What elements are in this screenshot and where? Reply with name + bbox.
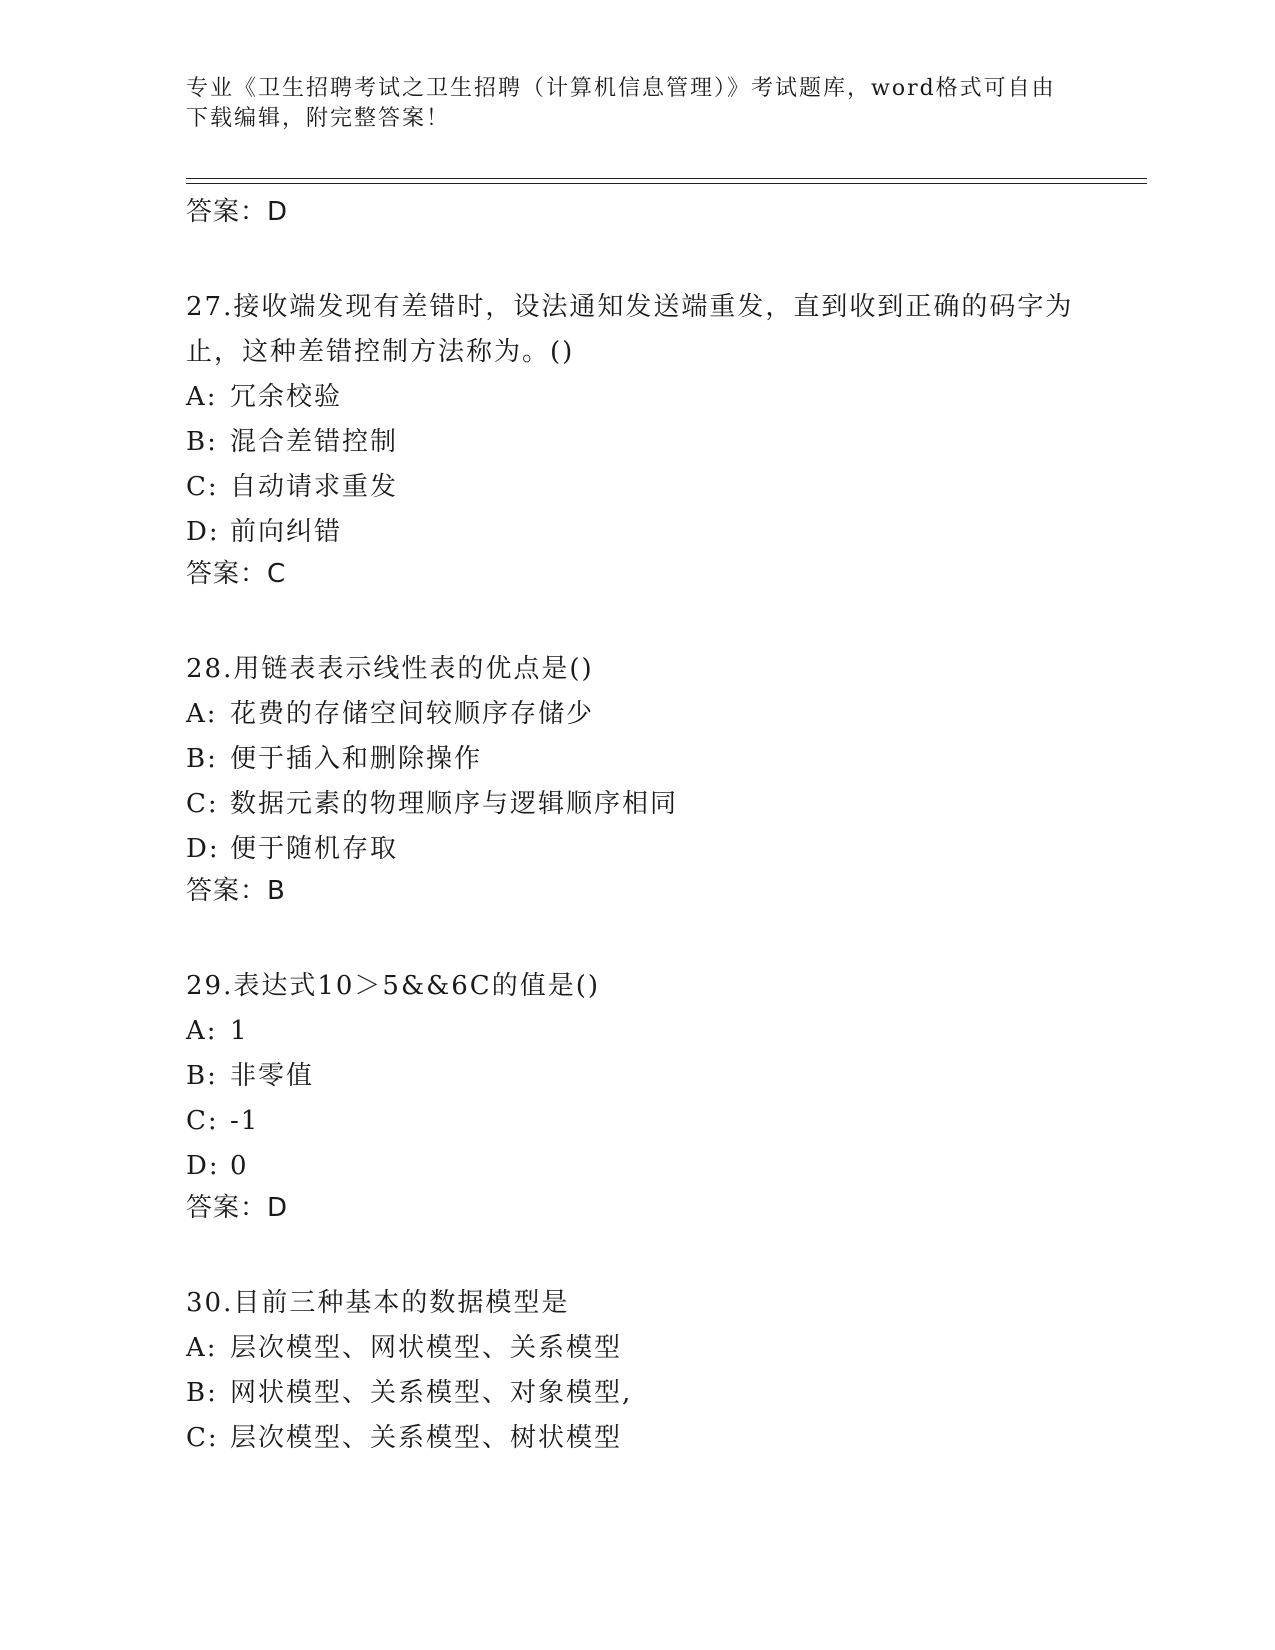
option-text: 便于插入和删除操作 <box>230 744 483 774</box>
option-c <box>186 782 1086 827</box>
option-text: 网状模型、关系模型、对象模型, <box>230 1378 633 1408</box>
option-text: 冗余校验 <box>230 382 343 412</box>
option-label: C: <box>186 1106 219 1136</box>
option-label: C: <box>186 472 219 502</box>
spacer <box>186 593 1086 647</box>
question-28 <box>186 647 1086 910</box>
option-a <box>186 1326 1086 1371</box>
option-b <box>186 420 1086 465</box>
option-text: 自动请求重发 <box>230 472 399 502</box>
spacer <box>186 910 1086 964</box>
question-30 <box>186 1281 1086 1461</box>
option-text: 层次模型、网状模型、关系模型 <box>230 1333 623 1363</box>
option-label: A: <box>186 382 218 412</box>
previous-answer: 答案：D <box>186 197 289 227</box>
option-label: B: <box>186 427 218 457</box>
document-header: 专业《卫生招聘考试之卫生招聘（计算机信息管理）》考试题库，word格式可自由下载编辑，附完整答案！ <box>186 76 1056 131</box>
option-text: 数据元素的物理顺序与逻辑顺序相同 <box>230 789 679 819</box>
option-b <box>186 737 1086 782</box>
option-text: 混合差错控制 <box>230 427 399 457</box>
answer-line: 答案：D <box>186 1193 289 1223</box>
answer-line: 答案：B <box>186 876 286 906</box>
option-text: 层次模型、关系模型、树状模型 <box>230 1423 623 1453</box>
option-text: 前向纠错 <box>230 517 343 547</box>
question-text: 30.目前三种基本的数据模型是 <box>186 1288 570 1318</box>
option-label: B: <box>186 1061 218 1091</box>
question-list <box>186 193 1086 1461</box>
question-text: 27.接收端发现有差错时，设法通知发送端重发，直到收到正确的码字为止，这种差错控制方法称为。() <box>186 292 1074 367</box>
question-text: 28.用链表表示线性表的优点是() <box>186 654 594 684</box>
option-c <box>186 1416 1086 1461</box>
option-label: C: <box>186 789 219 819</box>
option-d <box>186 827 1086 872</box>
option-label: D: <box>186 834 220 864</box>
option-c <box>186 465 1086 510</box>
header-divider-secondary <box>186 183 1147 184</box>
header-divider <box>186 178 1147 179</box>
option-c <box>186 1099 1086 1144</box>
option-label: D: <box>186 1151 220 1181</box>
option-a <box>186 375 1086 420</box>
option-d <box>186 1144 1086 1189</box>
option-label: D: <box>186 517 220 547</box>
option-label: C: <box>186 1423 219 1453</box>
option-d <box>186 510 1086 555</box>
question-29 <box>186 964 1086 1227</box>
option-a <box>186 692 1086 737</box>
answer-line: 答案：C <box>186 559 287 589</box>
option-label: A: <box>186 1333 218 1363</box>
option-text: 花费的存储空间较顺序存储少 <box>230 699 595 729</box>
option-text: 非零值 <box>230 1061 315 1091</box>
option-b <box>186 1054 1086 1099</box>
option-b <box>186 1371 1086 1416</box>
option-label: B: <box>186 744 218 774</box>
option-text: 0 <box>230 1151 249 1181</box>
spacer <box>186 1227 1086 1281</box>
question-27 <box>186 285 1086 593</box>
option-label: A: <box>186 1016 218 1046</box>
option-text: -1 <box>230 1106 260 1136</box>
spacer <box>186 231 1086 285</box>
option-label: B: <box>186 1378 218 1408</box>
option-label: A: <box>186 699 218 729</box>
question-text: 29.表达式10＞5&&6C的值是() <box>186 971 600 1001</box>
option-text: 便于随机存取 <box>230 834 399 864</box>
option-text: 1 <box>230 1016 249 1046</box>
option-a <box>186 1009 1086 1054</box>
